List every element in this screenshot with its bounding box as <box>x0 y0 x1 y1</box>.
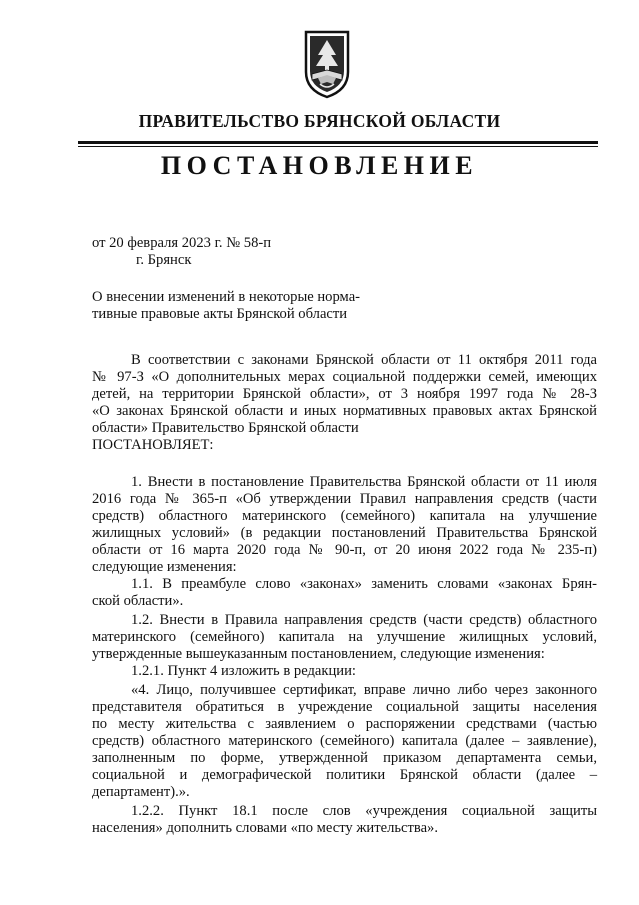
item-1-line: жилищных условий» (в редакции постановлений Правительства Брянской <box>92 525 597 541</box>
government-title: ПРАВИТЕЛЬСТВО БРЯНСКОЙ ОБЛАСТИ <box>138 111 501 131</box>
document-city: г. Брянск <box>136 252 192 268</box>
quoted-paragraph-line: социальной и демографической политики Брянской области (далее – <box>92 767 597 783</box>
item-1-line: 2016 года № 365-п «Об утверждении Правил направления средств (части <box>92 491 597 507</box>
subject-line: тивные правовые акты Брянской области <box>92 306 348 322</box>
preamble-line: В соответствии с законами Брянской области от 11 октября 2011 года <box>131 352 597 368</box>
item-1-line: средств) областного материнского (семейного) капитала на улучшение <box>92 508 597 524</box>
quoted-paragraph-line: средств) областного материнского (семейного) капитала (далее – заявление), <box>92 733 597 749</box>
quoted-paragraph-line: «4. Лицо, получившее сертификат, вправе лично либо через законного <box>131 682 597 698</box>
document-date-number: от 20 февраля 2023 г. № 58-п <box>92 235 272 251</box>
item-1-2-2-line: населения» дополнить словами «по месту жительства». <box>92 820 439 836</box>
item-1-2-1-line: 1.2.1. Пункт 4 изложить в редакции: <box>131 663 356 679</box>
quoted-paragraph-line: представителя обратиться в учреждение социальной защиты населения <box>92 699 597 715</box>
quoted-paragraph-line: заполненным по форме, утвержденной приказом департамента семьи, <box>92 750 597 766</box>
document-type-title: ПОСТАНОВЛЕНИЕ <box>160 151 479 180</box>
item-1-1-line: ской области». <box>92 593 184 609</box>
preamble-line: «О законах Брянской области и иных нормативных правовых актах Брянской <box>92 403 597 419</box>
subject-line: О внесении изменений в некоторые норма- <box>92 289 361 305</box>
item-1-2-line: материнского (семейного) капитала на улучшение жилищных условий, <box>92 629 597 645</box>
item-1-line: 1. Внести в постановление Правительства Брянской области от 11 июля <box>131 474 597 490</box>
item-1-2-2-line: 1.2.2. Пункт 18.1 после слов «учреждения социальной защиты <box>131 803 597 819</box>
preamble-line: № 97-З «О дополнительных мерах социальной поддержки семей, имеющих <box>92 369 597 385</box>
item-1-line: области от 16 марта 2020 года № 90-п, от 20 июня 2022 года № 235-п) <box>92 542 597 558</box>
resolves-heading: ПОСТАНОВЛЯЕТ: <box>92 437 214 453</box>
item-1-2-line: 1.2. Внести в Правила направления средств (части средств) областного <box>131 612 597 628</box>
preamble-line: области» Правительство Брянской области <box>92 420 359 436</box>
item-1-2-line: утвержденные вышеуказанным постановлением, следующие изменения: <box>92 646 545 662</box>
coat-of-arms-emblem <box>300 28 354 100</box>
quoted-paragraph-line: по месту жительства с заявлением о распоряжении средствами (частью <box>92 716 597 732</box>
header-rule-thin <box>78 146 598 147</box>
quoted-paragraph-line: департамент).». <box>92 784 190 800</box>
item-1-1-line: 1.1. В преамбуле слово «законах» заменить словами «законах Брян- <box>131 576 597 592</box>
preamble-line: детей, на территории Брянской области», от 3 ноября 1997 года № 28-З <box>92 386 597 402</box>
item-1-line: следующие изменения: <box>92 559 237 575</box>
header-rule-thick <box>78 141 598 144</box>
